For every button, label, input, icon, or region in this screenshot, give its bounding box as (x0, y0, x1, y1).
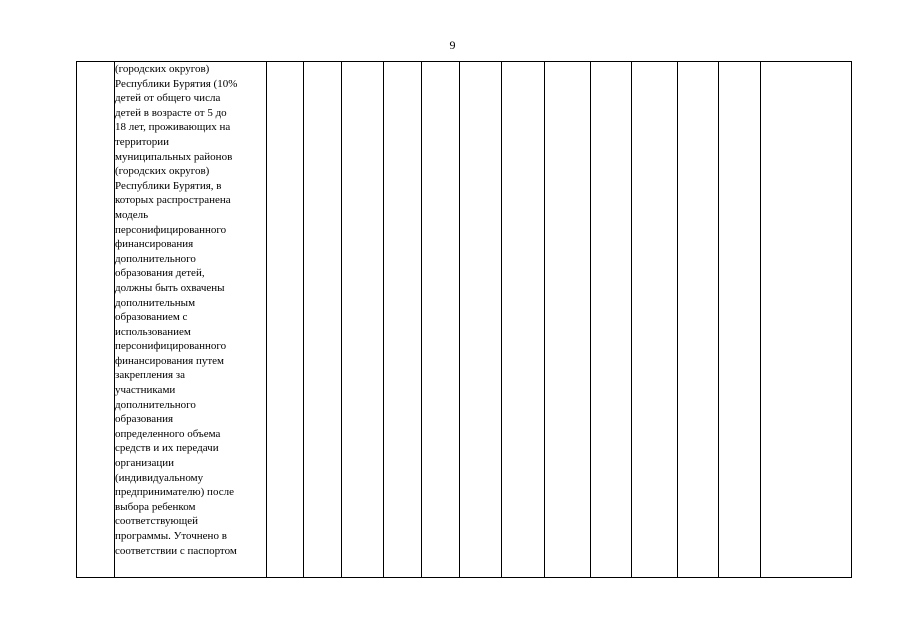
table-cell (267, 62, 304, 578)
text-line: модель (115, 208, 149, 221)
table-cell (678, 62, 719, 578)
text-line: образования (115, 413, 174, 426)
text-line: выбора ребенком (115, 500, 196, 513)
text-line: использованием (115, 325, 191, 338)
text-line: дополнительного (115, 252, 196, 265)
text-line: (городских округов) (115, 63, 210, 75)
table-cell (422, 62, 460, 578)
text-line: финансирования путем (115, 354, 224, 367)
text-line: соответствующей (115, 515, 198, 528)
text-line: соответствии с паспортом (115, 544, 237, 557)
table-cell-number (77, 62, 115, 578)
text-line: закрепления за (115, 369, 186, 382)
table-cell (460, 62, 502, 578)
text-line: должны быть охвачены (115, 281, 225, 294)
table-cell (384, 62, 422, 578)
table-cell (342, 62, 384, 578)
text-line: детей в возрасте от 5 до (115, 106, 227, 119)
table-row (77, 62, 852, 578)
table-cell (545, 62, 591, 578)
text-line: дополнительного (115, 398, 196, 411)
text-line: участниками (115, 384, 176, 397)
table-cell (719, 62, 761, 578)
text-line: детей от общего числа (115, 92, 221, 105)
text-line: программы. Уточнено в (115, 530, 227, 542)
table-cell (761, 62, 852, 578)
table-cell (304, 62, 342, 578)
text-line: образованием с (115, 311, 188, 324)
text-line: образования детей, (115, 267, 205, 280)
text-line: дополнительным (115, 296, 196, 309)
text-line: организации (115, 457, 175, 470)
data-table (76, 61, 852, 578)
text-line: персонифицированного (115, 223, 227, 236)
text-line: персонифицированного (115, 340, 227, 353)
text-line: Республики Бурятия, в (115, 179, 222, 192)
table-cell (591, 62, 632, 578)
page-number: 9 (449, 38, 456, 52)
text-line: финансирования (115, 238, 194, 251)
text-line: которых распространена (115, 194, 231, 207)
text-line: (индивидуальному (115, 471, 204, 484)
text-line: предпринимателю) после (115, 486, 234, 499)
table-cell (502, 62, 545, 578)
table-cell (632, 62, 678, 578)
text-line: 18 лет, проживающих на (115, 121, 231, 134)
text-line: Республики Бурятия (10% (115, 77, 238, 90)
text-line: территории (115, 135, 170, 148)
text-line: муниципальных районов (115, 150, 233, 163)
text-line: (городских округов) (115, 165, 210, 178)
text-line: средств и их передачи (115, 442, 219, 455)
text-line: определенного объема (115, 427, 221, 440)
table-cell-description (115, 62, 267, 578)
